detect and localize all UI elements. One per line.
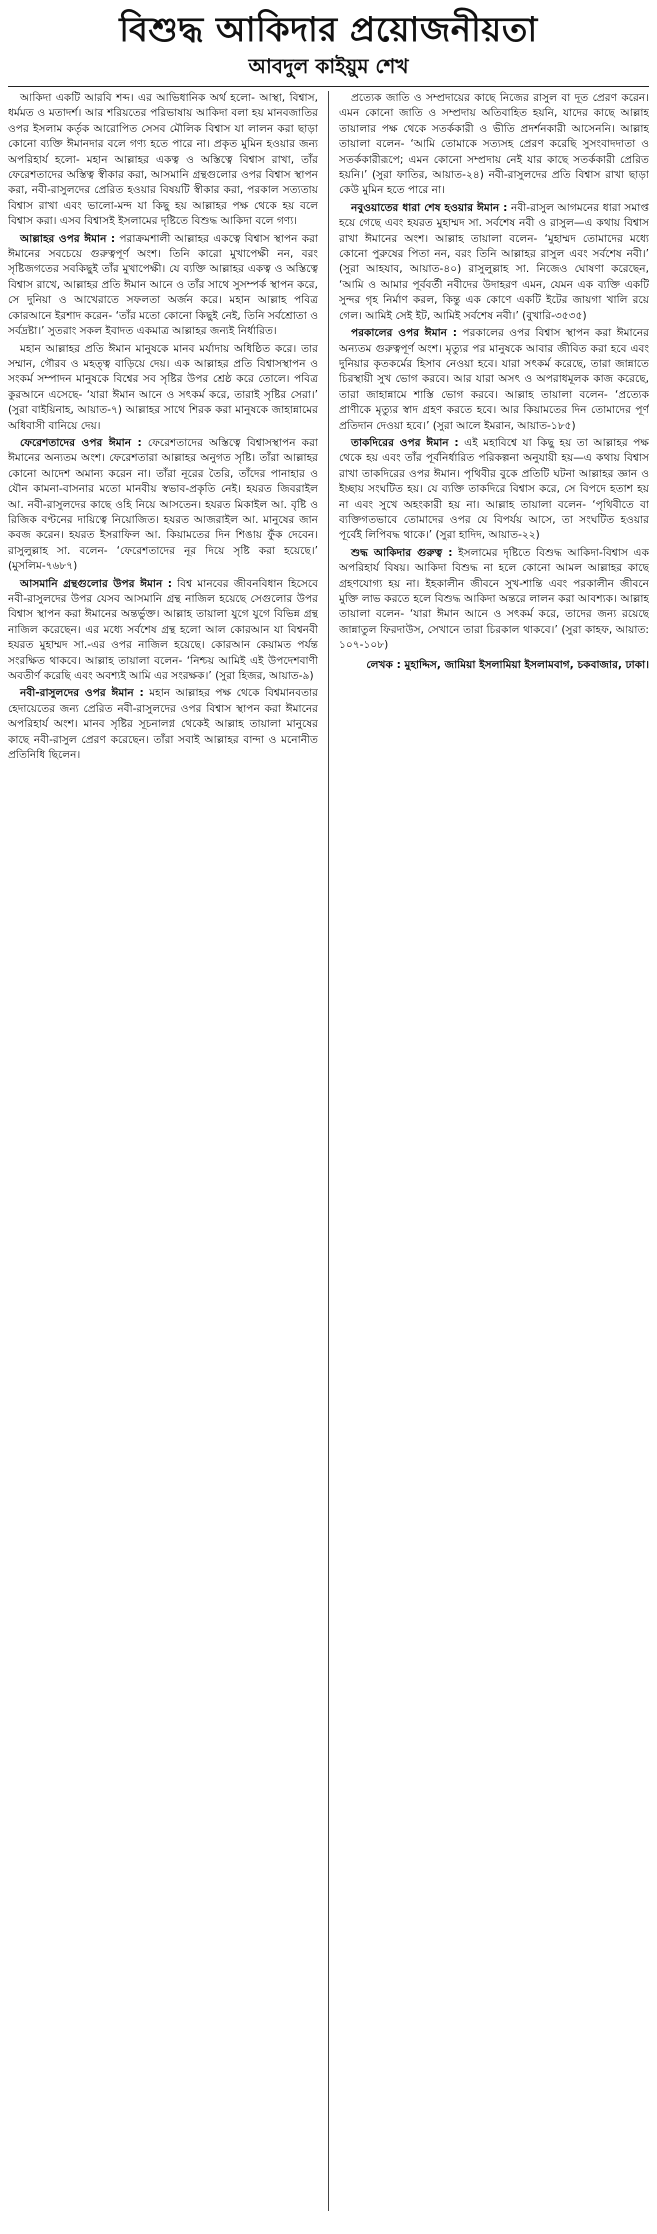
paragraph-text: পরকালের ওপর বিশ্বাস স্থাপন করা ঈমানের অন্যতম গুরুত্বপূর্ণ অংশ। মৃত্যুর পর মানুষকে আবার জীবিত করা হবে এবং দুনিয়ার কৃতকর্মের হিসাব নেওয়া হবে। যারা সৎকর্ম করেছে, তারা জান্নাতে চিরস্থায়ী সুখ ভোগ করবে। আর যারা অসৎ ও অপরাধমূলক কাজ করেছে, তারা জাহান্নামে শাস্তি ভোগ করবে। আল্লাহ তায়ালা বলেন- ‘প্রত্যেক প্রাণীকে মৃত্যুর স্বাদ গ্রহণ করতে হবে। আর কিয়ামতের দিন তোমাদের পূর্ণ প্রতিদান দেওয়া হবে।’ (সুরা আলে ইমরান, আয়াত-১৮৫) <box>339 327 649 432</box>
article-paragraph <box>339 436 649 544</box>
section-heading: শুদ্ধ আকিদার গুরুত্ব : <box>351 546 453 559</box>
article-paragraph <box>8 577 318 685</box>
paragraph-text: এই মহাবিশ্বে যা কিছু হয় তা আল্লাহর পক্ষ থেকে হয় এবং তাঁর পূর্বনির্ধারিত পরিকল্পনা অনুযায়ী হয়—এ কথায় বিশ্বাস রাখা তাকদিরের ওপর ঈমান। পৃথিবীর বুকে প্রতিটি ঘটনা আল্লাহর জ্ঞান ও ইচ্ছায় সংঘটিত হয়। যে ব্যক্তি তাকদিরে বিশ্বাস করে, সে বিপদে হতাশ হয় না এবং সুখে অহংকারী হয় না। আল্লাহ তায়ালা বলেন- ‘পৃথিবীতে বা ব্যক্তিগতভাবে তোমাদের ওপর যে বিপর্যয় আসে, তা সংঘটিত হওয়ার পূর্বেই লিপিবদ্ধ থাকে।’ (সুরা হাদিদ, আয়াত-২২) <box>339 436 649 542</box>
paragraph-text: ফেরেশতাদের অস্তিত্বে বিশ্বাসস্থাপন করা ঈমানের অন্যতম অংশ। ফেরেশতারা আল্লাহর অনুগত সৃষ্টি। তাঁরা আল্লাহর কোনো আদেশ অমান্য করেন না। তাঁরা নূরের তৈরি, তাঁদের পানাহার ও যৌন কামনা-বাসনার মতো মানবীয় স্বভাব-প্রকৃতি নেই। হযরত জিবরাইল আ. নবী-রাসুলদের কাছে ওহি নিয়ে আসতেন। হযরত মিকাইল আ. বৃষ্টি ও রিজিক বণ্টনের দায়িত্বে নিয়োজিত। হযরত আজরাইল আ. মানুষের জান কবজ করেন। হযরত ইসরাফিল আ. কিয়ামতের দিন শিঙায় ফুঁক দেবেন। রাসুলুল্লাহ সা. বলেন- ‘ফেরেশতাদের নূর দিয়ে সৃষ্টি করা হয়েছে।’ (মুসলিম-৭৬৮৭) <box>8 436 318 573</box>
article-paragraph <box>339 326 649 434</box>
paragraph-text: বিশ্ব মানবের জীবনবিধান হিসেবে নবী-রাসুলদের উপর যেসব আসমানি গ্রন্থ নাজিল হয়েছে সেগুলোর উপর বিশ্বাস স্থাপন করা ঈমানের অন্তর্ভুক্ত। আল্লাহ তায়ালা যুগে যুগে বিভিন্ন গ্রন্থ নাজিল করেছেন। এর মধ্যে সর্বশেষ গ্রন্থ হলো আল কোরআন যা বিশ্বনবী হযরত মুহাম্মদ সা.-এর ওপর নাজিল হয়েছে। কোরআন কেয়ামত পর্যন্ত সংরক্ষিত থাকবে। আল্লাহ তায়ালা বলেন- ‘নিশ্চয় আমিই এই উপদেশবাণী অবতীর্ণ করেছি এবং অবশ্যই আমি এর সংরক্ষক।’ (সুরা হিজর, আয়াত-৯) <box>8 577 318 683</box>
section-heading: ফেরেশতাদের ওপর ঈমান : <box>20 436 142 449</box>
right-column <box>339 91 649 2211</box>
section-heading: আল্লাহর ওপর ঈমান : <box>20 232 116 245</box>
article-paragraph <box>8 232 318 340</box>
article-author: আবদুল কাইয়ুম শেখ <box>248 54 409 78</box>
paragraph-text: মহান আল্লাহর পক্ষ থেকে বিশ্বমানবতার হেদায়েতের জন্য প্রেরিত নবী-রাসুলদের ওপর বিশ্বাস স্থাপন করা ঈমানের অপরিহার্য অংশ। মানব সৃষ্টির সূচনালগ্ন থেকেই আল্লাহ তায়ালা মানুষের কাছে নবী-রাসুল প্রেরণ করেছেন। তাঁরা সবাই আল্লাহর বান্দা ও মনোনীত প্রতিনিধি ছিলেন। <box>8 687 318 762</box>
article-paragraph <box>339 546 649 654</box>
column-divider <box>328 91 329 2211</box>
section-heading: আসমানি গ্রন্থগুলোর উপর ঈমান : <box>20 577 173 590</box>
article-paragraph <box>8 91 318 230</box>
paragraph-text: নবী-রাসুল আগমনের ধারা সমাপ্ত হয়ে গেছে এবং হযরত মুহাম্মদ সা. সর্বশেষ নবী ও রাসুল—এ কথায় বিশ্বাস রাখা ঈমানের অংশ। আল্লাহ তায়ালা বলেন- ‘মুহাম্মদ তোমাদের মধ্যে কোনো পুরুষের পিতা নন, বরং তিনি আল্লাহর রাসুল এবং সর্বশেষ নবী।’ (সুরা আহযাব, আয়াত-৪০) রাসুলুল্লাহ সা. নিজেও ঘোষণা করেছেন, ‘আমি ও আমার পূর্ববর্তী নবীদের উদাহরণ এমন, যেমন এক ব্যক্তি একটি সুন্দর গৃহ নির্মাণ করল, কিন্তু এক কোণে একটি ইটের জায়গা খালি রয়ে গেল। আমিই সেই ইট, আমিই সর্বশেষ নবী।’ (বুখারি-৩৫৩৫) <box>339 201 649 322</box>
paragraph-text: প্রত্যেক জাতি ও সম্প্রদায়ের কাছে নিজের রাসুল বা দূত প্রেরণ করেন। এমন কোনো জাতি ও সম্প্রদায় অতিবাহিত হয়নি, যাদের কাছে আল্লাহ তায়ালার পক্ষ থেকে সতর্ককারী ও ভীতি প্রদর্শনকারী আসেননি। আল্লাহ তায়ালা বলেন- ‘আমি তোমাকে সত্যসহ প্রেরণ করেছি সুসংবাদদাতা ও সতর্ককারীরূপে; এমন কোনো সম্প্রদায় নেই যার কাছে সতর্ককারী প্রেরিত হয়নি।’ (সুরা ফাতির, আয়াত-২৪) নবী-রাসুলদের প্রতি বিশ্বাস রাখা ছাড়া কেউ মুমিন হতে পারে না। <box>339 92 649 197</box>
writer-credit: লেখক : মুহাদ্দিস, জামিয়া ইসলামিয়া ইসলামবাগ, চকবাজার, ঢাকা। <box>366 658 649 671</box>
left-column <box>8 91 318 2211</box>
section-heading: তাকদিরের ওপর ঈমান : <box>351 436 459 449</box>
paragraph-text: মহান আল্লাহর প্রতি ঈমান মানুষকে মানব মর্যাদায় অধিষ্ঠিত করে। তার সম্মান, গৌরব ও মহত্ত্ব বাড়িয়ে দেয়। এক আল্লাহর প্রতি বিশ্বাসস্থাপন ও সংকর্ম সম্পাদন মানুষকে বিশ্বের সব সৃষ্টির উপর শ্রেষ্ঠ করে তোলে। পবিত্র কুরআনে এসেছে- ‘যারা ঈমান আনে ও সৎকর্ম করে, তারাই সৃষ্টির সেরা।’ (সুরা বাইয়িনাহ, আয়াত-৭) আল্লাহর সাথে শিরক করা মানুষকে জাহান্নামের অধিবাসী বানিয়ে দেয়। <box>8 342 318 432</box>
article-paragraph <box>8 686 318 763</box>
article-title: বিশুদ্ধ আকিদার প্রয়োজনীয়তা <box>119 10 538 50</box>
article-body <box>8 91 649 2211</box>
paragraph-text: ইসলামের দৃষ্টিতে বিশুদ্ধ আকিদা-বিশ্বাস এক অপরিহার্য বিষয়। আকিদা বিশুদ্ধ না হলে কোনো আমল আল্লাহর কাছে গ্রহণযোগ্য হয় না। ইহকালীন জীবনে সুখ-শান্তি এবং পরকালীন জীবনে মুক্তি লাভ করতে হলে বিশুদ্ধ আকিদা অন্তরে লালন করা আবশ্যক। আল্লাহ তায়ালা বলেন- ‘যারা ঈমান আনে ও সৎকর্ম করে, তাদের জন্য রয়েছে জান্নাতুল ফিরদাউস, সেখানে তারা চিরকাল থাকবে।’ (সুরা কাহফ, আয়াত: ১০৭-১০৮) <box>339 546 649 652</box>
article-paragraph <box>339 91 649 199</box>
article-paragraph <box>8 342 318 434</box>
paragraph-text: পরাক্রমশালী আল্লাহর একত্বে বিশ্বাস স্থাপন করা ঈমানের সবচেয়ে গুরুত্বপূর্ণ অংশ। তিনি কারো মুখাপেক্ষী নন, বরং সৃষ্টিজগতের সবকিছুই তাঁর মুখাপেক্ষী। যে ব্যক্তি আল্লাহর একত্ব ও অস্তিত্বে বিশ্বাস রাখে, আল্লাহর প্রতি ঈমান আনে ও তাঁর সাথে সুসম্পর্ক স্থাপন করে, সে দুনিয়া ও আখেরাতে সফলতা অর্জন করে। মহান আল্লাহ পবিত্র কোরআনে ইরশাদ করেন- ‘তাঁর মতো কোনো কিছুই নেই, তিনি সর্বশ্রোতা ও সর্বদ্রষ্টা।’ সুতরাং সকল ইবাদত একমাত্র আল্লাহর জন্যই নির্ধারিত। <box>8 232 318 338</box>
section-heading: নবী-রাসুলদের ওপর ঈমান : <box>20 687 144 700</box>
section-heading: নবুওয়াতের ধারা শেষ হওয়ার ঈমান : <box>351 201 508 214</box>
section-heading: পরকালের ওপর ঈমান : <box>351 327 457 340</box>
title-rule <box>8 86 649 87</box>
paragraph-text: আকিদা একটি আরবি শব্দ। এর আভিধানিক অর্থ হলো- আস্থা, বিশ্বাস, ধর্মমত ও মতাদর্শ। আর শরিয়তের পরিভাষায় আকিদা বলা হয় মানবজাতির ওপর ইসলাম কর্তৃক আরোপিত সেসব মৌলিক বিশ্বাস যা লালন করা ছাড়া কোনো ব্যক্তি ঈমানদার বলে গণ্য হতে পারে না। প্রকৃত মুমিন হওয়ার জন্য অপরিহার্য হলো- মহান আল্লাহর একত্ব ও অস্তিত্বে বিশ্বাস রাখা, তাঁর ফেরেশতাদের অস্তিত্ব স্বীকার করা, আসমানি গ্রন্থগুলোর ওপর বিশ্বাস স্থাপন করা, নবী-রাসুলদের প্রেরিত হওয়ার বিষয়টি স্বীকার করা, পরকাল সত্যতায় বিশ্বাস রাখা এবং ভালো-মন্দ যা কিছু হয় আল্লাহর পক্ষ থেকে হয় বলে বিশ্বাস করা। এসব বিশ্বাসই ইসলামের দৃষ্টিতে বিশুদ্ধ আকিদা বলে গণ্য। <box>8 92 318 228</box>
article-paragraph <box>339 201 649 324</box>
article-paragraph <box>8 436 318 575</box>
